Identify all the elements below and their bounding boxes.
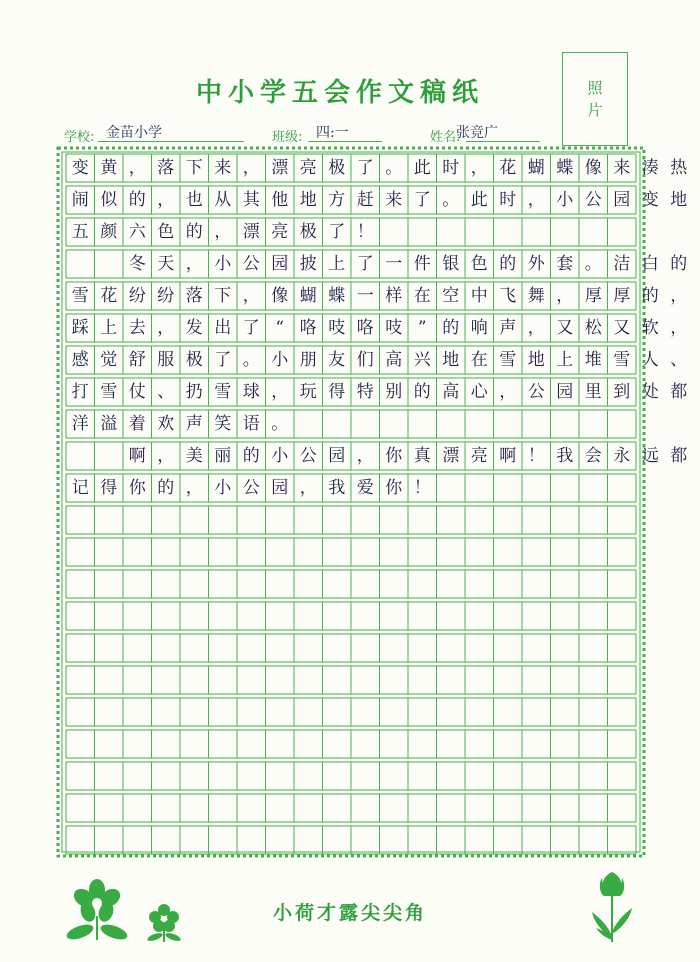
sheet-title: 中小学五会作文稿纸 — [195, 78, 484, 108]
slogan: 小荷才露尖尖角 — [272, 902, 427, 924]
school-field — [64, 124, 244, 144]
class-label: 班级: — [272, 130, 303, 145]
writing-grid — [56, 146, 688, 858]
school-value: 金苗小学 — [106, 125, 162, 141]
essay-line: 洋 溢 着 欢 声 笑 语 。 — [71, 414, 289, 434]
flower-icon — [62, 876, 132, 942]
essay-line: 打 雪 仗 、 扔 雪 球 ， 玩 得 特 别 的 高 心 ， 公 园 里 到 处 都 — [71, 382, 688, 402]
name-label: 姓名: — [430, 130, 461, 145]
small-flower-icon — [146, 902, 182, 942]
photo-label: 照 片 — [587, 79, 603, 119]
essay-line: 冬 天 ， 小 公 园 披 上 了 一 件 银 色 的 外 套 。 洁 白 的 — [128, 254, 688, 274]
tulip-icon — [588, 868, 636, 942]
name-value: 张竞广 — [456, 125, 498, 141]
photo-box — [562, 52, 628, 146]
school-label: 学校: — [64, 130, 95, 145]
essay-line: 啊 ， 美 丽 的 小 公 园 ， 你 真 漂 亮 啊 ！ 我 会 永 远 都 — [128, 446, 688, 466]
class-value: 四:一 — [316, 125, 349, 141]
essay-line: 闹 似 的 ， 也 从 其 他 地 方 赶 来 了 。 此 时 ， 小 公 园 变 地 — [71, 190, 688, 210]
class-field — [272, 124, 382, 144]
essay-line: 记 得 你 的 ， 小 公 园 ， 我 爱 你 ！ — [71, 478, 431, 498]
essay-line: 雪 花 纷 纷 落 下 ， 像 蝴 蝶 一 样 在 空 中 飞 舞 ， 厚 厚 的 ， — [71, 286, 688, 306]
essay-line: 五 颜 六 色 的 ， 漂 亮 极 了 ！ — [71, 222, 374, 242]
essay-line: 踩 上 去 ， 发 出 了 “ 咯 吱 咯 吱 ” 的 响 声 ， 又 松 又 软 ， — [71, 318, 688, 338]
essay-line: 感 觉 舒 服 极 了 。 小 朋 友 们 高 兴 地 在 雪 地 上 堆 雪 人 、 — [71, 350, 688, 370]
name-field — [430, 124, 540, 144]
essay-line: 变 黄 ， 落 下 来 ， 漂 亮 极 了 。 此 时 ， 花 蝴 蝶 像 来 凑 热 — [71, 158, 688, 178]
